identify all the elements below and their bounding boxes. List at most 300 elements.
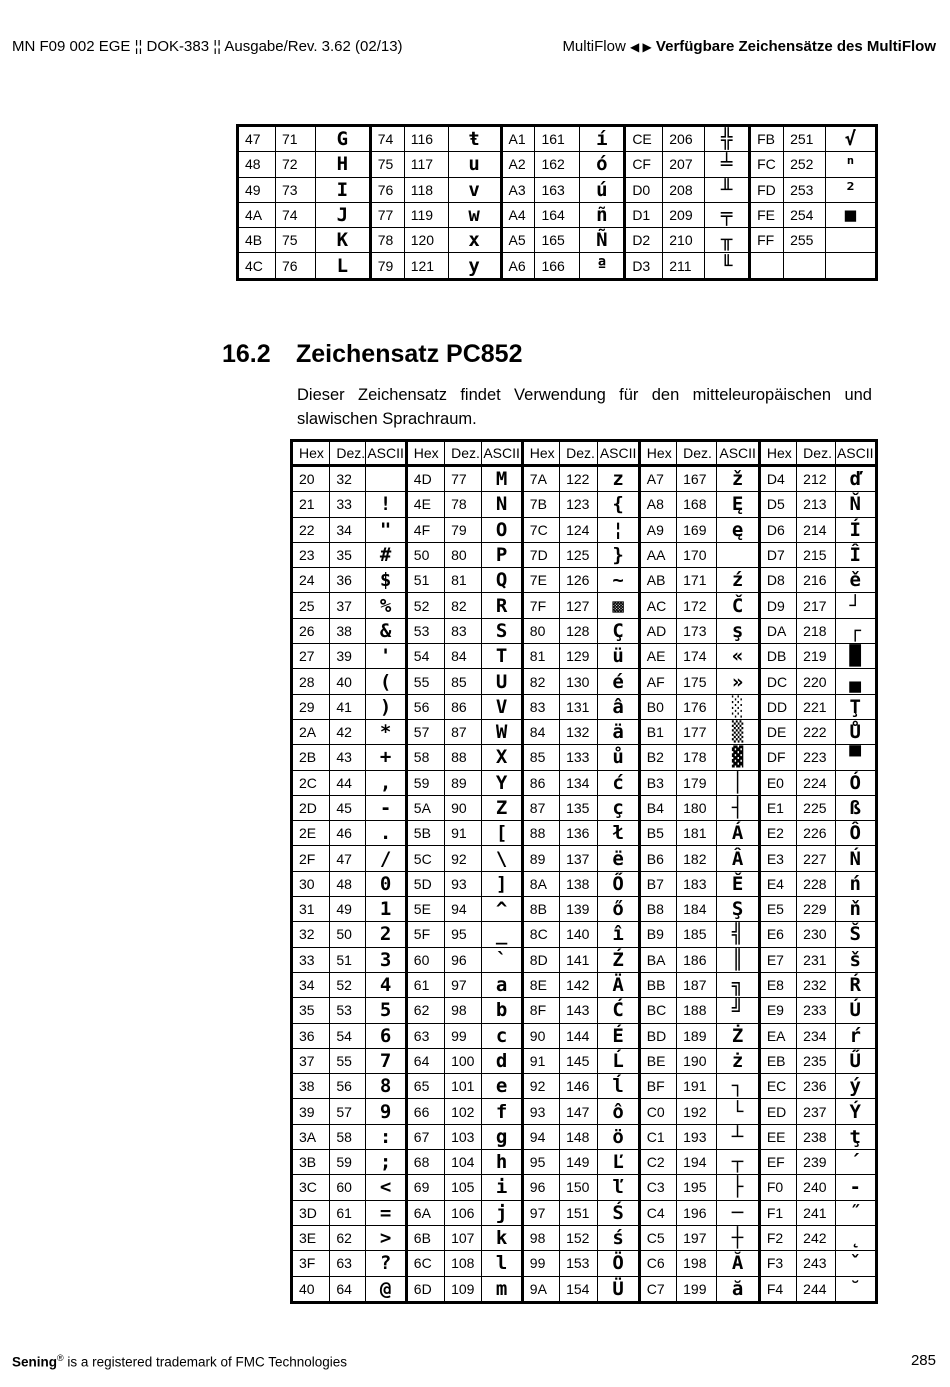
hex-cell: 2B <box>292 745 330 770</box>
table-row <box>292 1200 877 1225</box>
dec-cell: 144 <box>560 1023 598 1048</box>
hex-cell: BA <box>639 947 676 972</box>
glyph-cell: ä <box>598 719 639 744</box>
hex-cell: BD <box>639 1023 676 1048</box>
hex-cell: 3A <box>292 1124 330 1149</box>
hex-cell: 8A <box>522 871 559 896</box>
hex-cell: EC <box>759 1074 796 1099</box>
hex-cell: 5A <box>406 795 444 820</box>
glyph-cell: X <box>482 745 522 770</box>
dec-cell: 37 <box>330 593 366 618</box>
dec-cell: 150 <box>560 1175 598 1200</box>
dec-cell: 76 <box>275 253 315 279</box>
hex-cell: D7 <box>759 542 796 567</box>
glyph-cell: O <box>482 517 522 542</box>
dec-cell: 35 <box>330 542 366 567</box>
glyph-cell: Ç <box>598 618 639 643</box>
hex-cell: 81 <box>522 644 559 669</box>
hex-cell: 8B <box>522 897 559 922</box>
hex-cell: 21 <box>292 492 330 517</box>
glyph-cell: Ě <box>717 871 759 896</box>
hex-cell: 7C <box>522 517 559 542</box>
glyph-cell: Í <box>835 517 877 542</box>
table-row <box>292 1023 877 1048</box>
dec-cell: 39 <box>330 644 366 669</box>
dec-cell: 180 <box>677 795 717 820</box>
hex-cell: 4B <box>238 228 276 253</box>
glyph-cell: ? <box>366 1251 406 1276</box>
table-row <box>238 126 877 152</box>
hex-cell: AE <box>639 644 676 669</box>
dec-cell: 214 <box>797 517 835 542</box>
hex-cell: CE <box>625 126 663 152</box>
glyph-cell: ^ <box>482 897 522 922</box>
glyph-cell: ╝ <box>717 998 759 1023</box>
hex-cell: 39 <box>292 1099 330 1124</box>
hex-cell: A6 <box>501 253 535 279</box>
dec-cell: 125 <box>560 542 598 567</box>
glyph-cell: f <box>482 1099 522 1124</box>
glyph-cell: x <box>448 228 501 253</box>
hex-cell: 68 <box>406 1150 444 1175</box>
hex-cell: 37 <box>292 1048 330 1073</box>
hex-cell: B0 <box>639 694 676 719</box>
hex-cell: 8F <box>522 998 559 1023</box>
hex-cell: 5C <box>406 846 444 871</box>
dec-cell: 102 <box>445 1099 482 1124</box>
glyph-cell: ┼ <box>717 1225 759 1250</box>
table-row <box>238 253 877 279</box>
hex-cell: F3 <box>759 1251 796 1276</box>
dec-cell: 235 <box>797 1048 835 1073</box>
hex-cell: E9 <box>759 998 796 1023</box>
dec-cell: 34 <box>330 517 366 542</box>
hex-cell <box>750 253 784 279</box>
glyph-cell: ň <box>835 897 877 922</box>
glyph-cell: - <box>366 795 406 820</box>
glyph-cell: : <box>366 1124 406 1149</box>
glyph-cell: 5 <box>366 998 406 1023</box>
dec-cell: 219 <box>797 644 835 669</box>
dec-cell: 85 <box>445 669 482 694</box>
glyph-cell: ß <box>835 795 877 820</box>
dec-cell <box>784 253 826 279</box>
hex-cell: 85 <box>522 745 559 770</box>
glyph-cell: T <box>482 644 522 669</box>
glyph-cell: \ <box>482 846 522 871</box>
dec-cell: 185 <box>677 922 717 947</box>
glyph-cell: l <box>482 1251 522 1276</box>
glyph-cell: Č <box>717 593 759 618</box>
glyph-cell: Ş <box>717 897 759 922</box>
dec-cell: 40 <box>330 669 366 694</box>
glyph-cell: ╗ <box>717 972 759 997</box>
glyph-cell: 6 <box>366 1023 406 1048</box>
glyph-cell: ╤ <box>705 202 750 227</box>
hex-cell: 89 <box>522 846 559 871</box>
hex-cell: 33 <box>292 947 330 972</box>
hex-cell: 64 <box>406 1048 444 1073</box>
dec-cell: 146 <box>560 1074 598 1099</box>
dec-cell: 188 <box>677 998 717 1023</box>
dec-cell: 152 <box>560 1225 598 1250</box>
dec-cell: 207 <box>663 152 705 177</box>
dec-cell: 38 <box>330 618 366 643</box>
table-row <box>292 1074 877 1099</box>
glyph-cell: ┘ <box>835 593 877 618</box>
glyph-cell: ź <box>717 568 759 593</box>
column-header: ASCII <box>366 441 406 466</box>
column-header: Hex <box>292 441 330 466</box>
hex-cell: DC <box>759 669 796 694</box>
column-header: Dez. <box>330 441 366 466</box>
glyph-cell: ă <box>717 1276 759 1302</box>
dec-cell: 119 <box>404 202 448 227</box>
dec-cell: 234 <box>797 1023 835 1048</box>
dec-cell: 105 <box>445 1175 482 1200</box>
hex-cell: 47 <box>238 126 276 152</box>
glyph-cell: ╧ <box>705 152 750 177</box>
table-row <box>292 1225 877 1250</box>
glyph-cell: V <box>482 694 522 719</box>
glyph-cell: , <box>366 770 406 795</box>
hex-cell: 96 <box>522 1175 559 1200</box>
hex-cell: AF <box>639 669 676 694</box>
dec-cell: 84 <box>445 644 482 669</box>
dec-cell: 191 <box>677 1074 717 1099</box>
dec-cell: 181 <box>677 821 717 846</box>
glyph-cell: S <box>482 618 522 643</box>
hex-cell: 3C <box>292 1175 330 1200</box>
dec-cell: 215 <box>797 542 835 567</box>
hex-cell: E6 <box>759 922 796 947</box>
dec-cell: 52 <box>330 972 366 997</box>
glyph-cell: ┤ <box>717 795 759 820</box>
hex-cell: D5 <box>759 492 796 517</box>
dec-cell: 128 <box>560 618 598 643</box>
dec-cell: 220 <box>797 669 835 694</box>
dec-cell: 148 <box>560 1124 598 1149</box>
dec-cell: 197 <box>677 1225 717 1250</box>
glyph-cell: ╙ <box>705 253 750 279</box>
hex-cell: 35 <box>292 998 330 1023</box>
glyph-cell <box>826 253 877 279</box>
dec-cell: 89 <box>445 770 482 795</box>
glyph-cell: U <box>482 669 522 694</box>
dec-cell: 243 <box>797 1251 835 1276</box>
glyph-cell: Ż <box>717 1023 759 1048</box>
hex-cell: 29 <box>292 694 330 719</box>
dec-cell: 209 <box>663 202 705 227</box>
hex-cell: 38 <box>292 1074 330 1099</box>
hex-cell: 6A <box>406 1200 444 1225</box>
dec-cell: 151 <box>560 1200 598 1225</box>
glyph-cell: Ľ <box>598 1150 639 1175</box>
hex-cell: 53 <box>406 618 444 643</box>
nav-arrows-icon: ◀ ▶ <box>629 40 652 54</box>
hex-cell: 28 <box>292 669 330 694</box>
glyph-cell: d <box>482 1048 522 1073</box>
glyph-cell: ˘ <box>835 1276 877 1302</box>
hex-cell: B9 <box>639 922 676 947</box>
hex-cell: C3 <box>639 1175 676 1200</box>
dec-cell: 232 <box>797 972 835 997</box>
glyph-cell: Ô <box>835 821 877 846</box>
glyph-cell: ) <box>366 694 406 719</box>
dec-cell: 224 <box>797 770 835 795</box>
hex-cell: 65 <box>406 1074 444 1099</box>
dec-cell: 242 <box>797 1225 835 1250</box>
dec-cell: 178 <box>677 745 717 770</box>
glyph-cell: Ň <box>835 492 877 517</box>
hex-cell: 23 <box>292 542 330 567</box>
hex-cell: F0 <box>759 1175 796 1200</box>
dec-cell: 217 <box>797 593 835 618</box>
table-row <box>238 202 877 227</box>
hex-cell: FD <box>750 177 784 202</box>
table-row <box>292 1124 877 1149</box>
charset-table-pc852 <box>290 439 878 1304</box>
glyph-cell: I <box>315 177 370 202</box>
dec-cell: 100 <box>445 1048 482 1073</box>
dec-cell: 176 <box>677 694 717 719</box>
glyph-cell: ² <box>826 177 877 202</box>
hex-cell: DF <box>759 745 796 770</box>
hex-cell: 94 <box>522 1124 559 1149</box>
dec-cell: 238 <box>797 1124 835 1149</box>
hex-cell: 2D <box>292 795 330 820</box>
glyph-cell: ţ <box>835 1124 877 1149</box>
dec-cell: 87 <box>445 719 482 744</box>
dec-cell: 163 <box>535 177 580 202</box>
dec-cell: 56 <box>330 1074 366 1099</box>
hex-cell: 48 <box>238 152 276 177</box>
glyph-cell: ─ <box>717 1200 759 1225</box>
dec-cell: 136 <box>560 821 598 846</box>
dec-cell: 172 <box>677 593 717 618</box>
glyph-cell: ľ <box>598 1175 639 1200</box>
glyph-cell: M <box>482 466 522 492</box>
hex-cell: 20 <box>292 466 330 492</box>
glyph-cell: 9 <box>366 1099 406 1124</box>
dec-cell: 186 <box>677 947 717 972</box>
glyph-cell: L <box>315 253 370 279</box>
dec-cell: 41 <box>330 694 366 719</box>
hex-cell: 87 <box>522 795 559 820</box>
hex-cell: B7 <box>639 871 676 896</box>
column-header: ASCII <box>598 441 639 466</box>
hex-cell: C5 <box>639 1225 676 1250</box>
hex-cell: C2 <box>639 1150 676 1175</box>
dec-cell: 48 <box>330 871 366 896</box>
dec-cell: 51 <box>330 947 366 972</box>
hex-cell: 62 <box>406 998 444 1023</box>
glyph-cell: Ź <box>598 947 639 972</box>
glyph-cell: ├ <box>717 1175 759 1200</box>
dec-cell: 230 <box>797 922 835 947</box>
hex-cell: 36 <box>292 1023 330 1048</box>
glyph-cell: " <box>366 517 406 542</box>
column-header: Hex <box>522 441 559 466</box>
dec-cell: 55 <box>330 1048 366 1073</box>
dec-cell: 255 <box>784 228 826 253</box>
glyph-cell: - <box>835 1175 877 1200</box>
glyph-cell: â <box>598 694 639 719</box>
dec-cell: 241 <box>797 1200 835 1225</box>
dec-cell: 44 <box>330 770 366 795</box>
glyph-cell: Q <box>482 568 522 593</box>
dec-cell: 140 <box>560 922 598 947</box>
dec-cell: 251 <box>784 126 826 152</box>
hex-cell: 25 <box>292 593 330 618</box>
dec-cell: 45 <box>330 795 366 820</box>
hex-cell: 5F <box>406 922 444 947</box>
hex-cell: 86 <box>522 770 559 795</box>
glyph-cell: 0 <box>366 871 406 896</box>
hex-cell: E3 <box>759 846 796 871</box>
hex-cell: D4 <box>759 466 796 492</box>
dec-cell: 162 <box>535 152 580 177</box>
hex-cell: A7 <box>639 466 676 492</box>
glyph-cell: ~ <box>598 568 639 593</box>
dec-cell: 63 <box>330 1251 366 1276</box>
glyph-cell: Â <box>717 846 759 871</box>
glyph-cell: █ <box>835 644 877 669</box>
dec-cell: 135 <box>560 795 598 820</box>
dec-cell: 212 <box>797 466 835 492</box>
glyph-cell <box>826 228 877 253</box>
dec-cell: 177 <box>677 719 717 744</box>
column-header: Hex <box>759 441 796 466</box>
glyph-cell: ` <box>482 947 522 972</box>
dec-cell: 121 <box>404 253 448 279</box>
glyph-cell: ▀ <box>835 745 877 770</box>
hex-cell: 27 <box>292 644 330 669</box>
glyph-cell: ░ <box>717 694 759 719</box>
glyph-cell: ' <box>366 644 406 669</box>
glyph-cell: Ţ <box>835 694 877 719</box>
hex-cell: 5E <box>406 897 444 922</box>
dec-cell: 131 <box>560 694 598 719</box>
chapter-title: Verfügbare Zeichensätze des MultiFlow <box>655 38 936 55</box>
glyph-cell: % <box>366 593 406 618</box>
hex-cell: FE <box>750 202 784 227</box>
hex-cell: 52 <box>406 593 444 618</box>
brand-name: Sening <box>12 1354 58 1370</box>
glyph-cell: │ <box>717 770 759 795</box>
table-row <box>292 795 877 820</box>
dec-cell: 236 <box>797 1074 835 1099</box>
glyph-cell: } <box>598 542 639 567</box>
dec-cell: 193 <box>677 1124 717 1149</box>
hex-cell: 76 <box>370 177 404 202</box>
hex-cell: A3 <box>501 177 535 202</box>
dec-cell: 90 <box>445 795 482 820</box>
glyph-cell: ś <box>598 1225 639 1250</box>
hex-cell: 5B <box>406 821 444 846</box>
hex-cell: 79 <box>370 253 404 279</box>
glyph-cell: Y <box>482 770 522 795</box>
hex-cell: FC <box>750 152 784 177</box>
hex-cell: 7D <box>522 542 559 567</box>
glyph-cell: ó <box>580 152 625 177</box>
glyph-cell: ĺ <box>598 1074 639 1099</box>
glyph-cell: k <box>482 1225 522 1250</box>
hex-cell: 67 <box>406 1124 444 1149</box>
hex-cell: AC <box>639 593 676 618</box>
dec-cell: 117 <box>404 152 448 177</box>
table-row <box>292 947 877 972</box>
hex-cell: 97 <box>522 1200 559 1225</box>
dec-cell: 165 <box>535 228 580 253</box>
glyph-cell: Ń <box>835 846 877 871</box>
glyph-cell: z <box>598 466 639 492</box>
dec-cell: 123 <box>560 492 598 517</box>
hex-cell: A2 <box>501 152 535 177</box>
hex-cell: 95 <box>522 1150 559 1175</box>
glyph-cell <box>717 542 759 567</box>
glyph-cell: Ć <box>598 998 639 1023</box>
table-row <box>238 177 877 202</box>
hex-cell: E5 <box>759 897 796 922</box>
column-header: Hex <box>639 441 676 466</box>
hex-cell: B6 <box>639 846 676 871</box>
dec-cell: 137 <box>560 846 598 871</box>
glyph-cell: Ă <box>717 1251 759 1276</box>
table-row <box>292 871 877 896</box>
dec-cell: 161 <box>535 126 580 152</box>
hex-cell: A4 <box>501 202 535 227</box>
table-row <box>292 770 877 795</box>
hex-cell: 2C <box>292 770 330 795</box>
dec-cell: 47 <box>330 846 366 871</box>
glyph-cell: ş <box>717 618 759 643</box>
hex-cell: 8C <box>522 922 559 947</box>
dec-cell: 206 <box>663 126 705 152</box>
glyph-cell: Ś <box>598 1200 639 1225</box>
dec-cell: 179 <box>677 770 717 795</box>
glyph-cell: ŧ <box>448 126 501 152</box>
table-row <box>238 152 877 177</box>
hex-cell: 69 <box>406 1175 444 1200</box>
hex-cell: E8 <box>759 972 796 997</box>
hex-cell: C0 <box>639 1099 676 1124</box>
hex-cell: 56 <box>406 694 444 719</box>
hex-cell: E0 <box>759 770 796 795</box>
glyph-cell: ˝ <box>835 1200 877 1225</box>
glyph-cell: ╬ <box>705 126 750 152</box>
hex-cell: A1 <box>501 126 535 152</box>
page-number: 285 <box>910 1352 936 1369</box>
registered-mark: ® <box>57 1353 64 1363</box>
dec-cell: 166 <box>535 253 580 279</box>
hex-cell: 50 <box>406 542 444 567</box>
glyph-cell: ╨ <box>705 177 750 202</box>
dec-cell: 46 <box>330 821 366 846</box>
dec-cell: 122 <box>560 466 598 492</box>
separator: ¦¦ <box>134 38 143 55</box>
hex-cell: 7A <box>522 466 559 492</box>
dec-cell: 211 <box>663 253 705 279</box>
dec-cell: 78 <box>445 492 482 517</box>
glyph-cell: H <box>315 152 370 177</box>
dec-cell: 164 <box>535 202 580 227</box>
table-row <box>292 922 877 947</box>
hex-cell: 32 <box>292 922 330 947</box>
dec-cell: 184 <box>677 897 717 922</box>
glyph-cell: î <box>598 922 639 947</box>
hex-cell: 2E <box>292 821 330 846</box>
